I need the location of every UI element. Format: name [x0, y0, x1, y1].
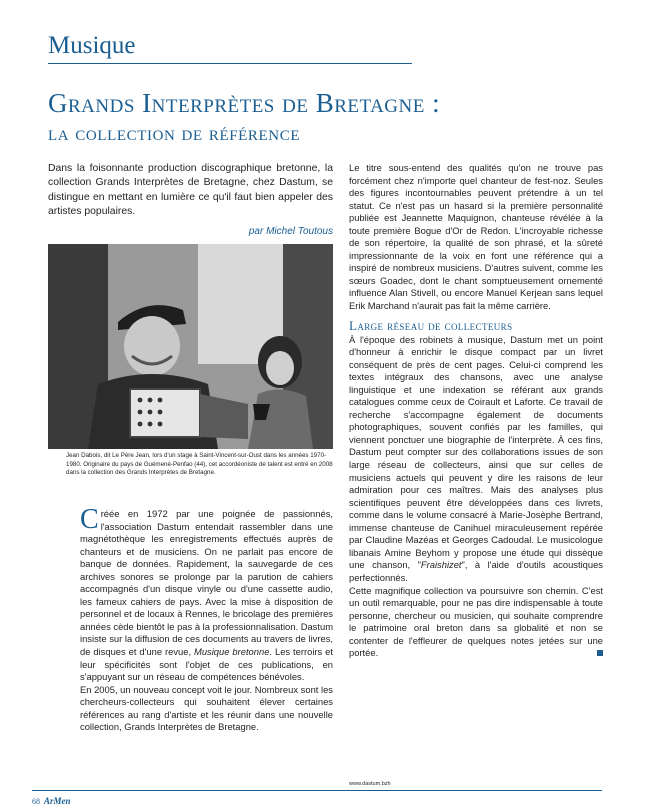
paragraph-text-end: . Les terroirs et leur spécificités sont l'objet de ces publications, en s'appuyant sur un réseau de compétences bénévoles.: [80, 646, 333, 683]
article-body-right-column: [349, 162, 603, 660]
body-paragraph-5: [349, 585, 603, 660]
magazine-logo: ArMen: [44, 796, 71, 806]
photo-caption: Jean Dabois, dit Le Père Jean, lors d'un stage à Saint-Vincent-sur-Oust dans les années 1970-1980. Originaire du pays de Guémené-Penfao (44), cet accordéoniste de talent est entré en 2008 dans la collection des Grands Interprètes de Bretagne.: [66, 452, 333, 477]
section-header: Musique: [48, 32, 412, 64]
article-subtitle: la collection de référence: [48, 120, 301, 145]
magazine-title: Musique bretonne: [194, 646, 270, 658]
body-paragraph-1: [80, 504, 333, 684]
body-paragraph-4: [349, 334, 603, 585]
paragraph-text: À l'époque des robinets à musique, Dastum met un point d'honneur à enrichir le disque compact par un livret conséquent de près de cent pages. Celui-ci comprend les textes intégraux des chansons, avec une analyse linguistique et une indexation se référant aux grands catalogues comme ceux de Coirault et Laforte. Ce travail de recherche s'accompagne également de documents photographiques, souvent confiés par les familles, qui viennent ponctuer une biographie de l'interprète. À ces fins, Dastum peut compter sur des collaborations issues de son large réseau de collecteurs, ainsi que sur celles de musiciens actuels qui peuvent y dire les raisons de leur admiration pour ces maîtres. Mais des analyses plus scientifiques peuvent être développées dans ces livrets, comme dans le volume consacré à Marie-Josèphe Bertrand, immense chanteuse de Canihuel miraculeusement repérée par Claudine Mazéas et Georges Cadoudal. Le musicologue libanais Amine Beyhom y propose une étude qui dissèque une chanson, ": [349, 333, 603, 571]
drop-cap: C: [80, 504, 99, 535]
body-paragraph-2: En 2005, un nouveau concept voit le jour. Nombreux sont les chercheurs-collecteurs qui souhaitent élever certaines références au rang d'artiste et les réunir dans une nouvelle collection, Grands Interprètes de Bretagne.: [80, 683, 333, 733]
page-number: 68: [32, 797, 40, 806]
article-body-left-column: [80, 504, 333, 734]
end-mark-icon: [597, 650, 603, 656]
paragraph-text-end: ", à l'aide d'outils acoustiques perfectionnés.: [349, 559, 603, 583]
footer-rule: [32, 790, 602, 791]
body-paragraph-3: Le titre sous-entend des qualités qu'on ne trouve pas forcément chez n'importe quel chanteur de fest-noz. Seules des figures incontournables peuvent prétendre à un tel statut. Ce n'est pas un hasard si la première personnalité publiée est Jeannette Maquignon, chanteuse révélée à la toute première Bogue d'Or de Redon. L'incroyable richesse de son répertoire, la qualité de son phrasé, et la sûreté impressionnante de la voix en font une référence qui a inspiré de nombreux musiciens. D'autres suivent, comme les sœurs Goadec, dont le chant somptueusement ornementé influence Alan Stivell, ou encore Manuel Kerjean sans lequel Erik Marchand n'aurait pas fait la même carrière.: [349, 162, 603, 312]
photo-accordion-player: [48, 244, 333, 449]
song-title: Fraishizet: [420, 559, 462, 571]
byline: par Michel Toutous: [248, 226, 333, 237]
article-title: Grands Interprètes de Bretagne :: [48, 88, 441, 118]
paragraph-text: réée en 1972 par une poignée de passionnés, l'association Dastum entendait rassembler dans une magnétothèque les enregistrements effectués auprès de chanteurs et de musiciens. On ne parlait pas encore de banque de données. Rapidement, la sauvegarde de ces archives sonores se prolonge par la parution de cahiers accompagnés d'un disque vinyle ou d'une cassette audio, les fameux cahiers de pays. Avec la mise à disposition de personnel et de locaux à Rennes, le bricolage des premières années cède bientôt le pas à la professionnalisation. Dastum insiste sur la diffusion de ces documents au travers de livres, de disques et d'une revue,: [80, 508, 333, 658]
photo-image: [48, 244, 333, 449]
website-url: www.dastum.bzh: [349, 781, 391, 787]
article-intro: Dans la foisonnante production discographique bretonne, la collection Grands Interprètes de Bretagne, chez Dastum, se distingue en mettant en lumière ce qu'il faut bien appeler des artistes populaires.: [48, 163, 333, 217]
subheading: Large réseau de collecteurs: [349, 317, 513, 333]
paragraph-text: Cette magnifique collection va poursuivre son chemin. C'est un outil remarquable, pour ne pas dire indispensable à toute personne, chercheur ou musicien, qui souhaite comprendre le patrimoine oral breton dans sa globalité et non se contenter de l'effleurer de quelques notes jetées sur une portée.: [349, 584, 603, 659]
